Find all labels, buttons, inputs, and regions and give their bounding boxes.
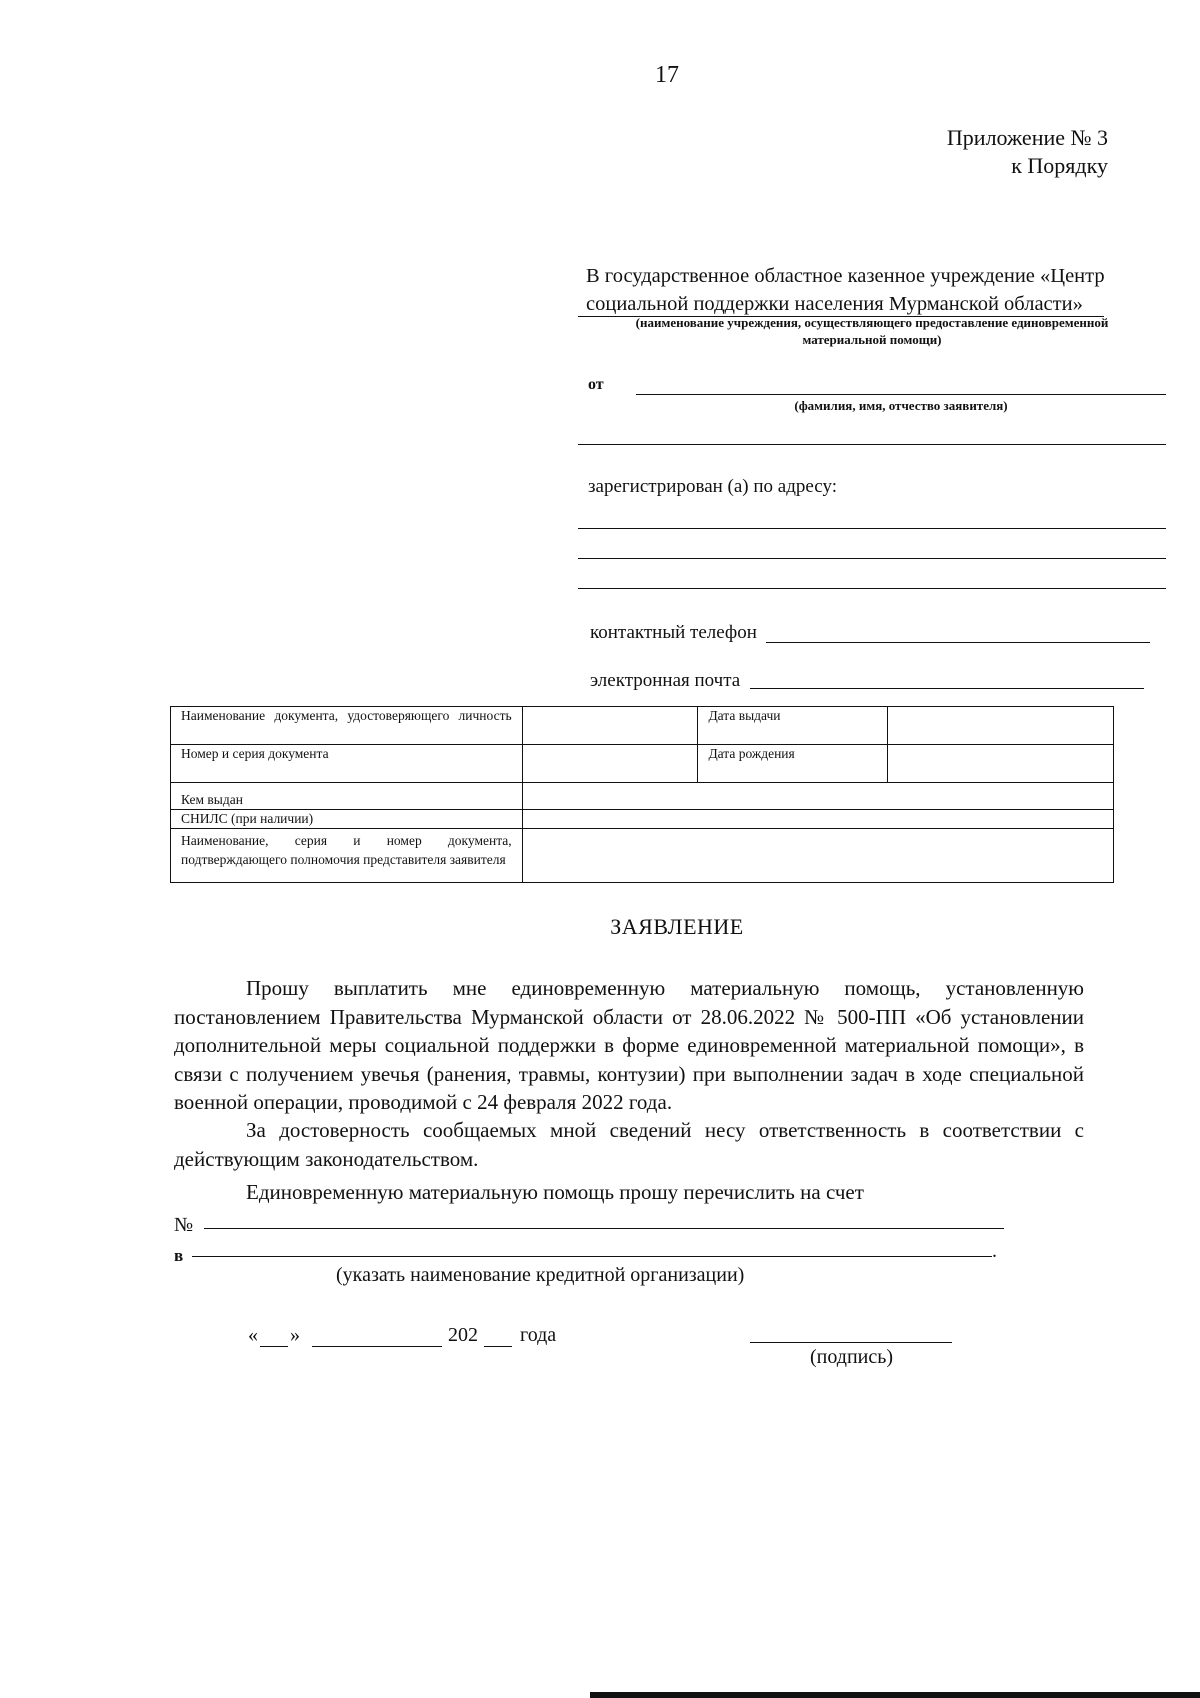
representative-doc-text: Наименование, серия и номер документа, подтверждающего полномочия представителя заявителя: [181, 833, 512, 868]
bank-label: в: [174, 1246, 184, 1265]
addressee-caption-line2: материальной помощи): [802, 332, 942, 347]
id-doc-name-text: Наименование документа, удостоверяющего личность: [181, 708, 512, 723]
address-field-2[interactable]: [578, 558, 1166, 559]
signature-field[interactable]: [750, 1342, 952, 1343]
birth-date-value[interactable]: [888, 745, 1114, 783]
date-month-field[interactable]: [312, 1346, 442, 1347]
addressee-caption-line1: (наименование учреждения, осуществляющего предоставление единовременной: [635, 315, 1109, 330]
phone-label: контактный телефон: [590, 622, 757, 643]
doc-number-value[interactable]: [522, 745, 698, 783]
bank-field[interactable]: [192, 1256, 992, 1257]
from-caption: (фамилия, имя, отчество заявителя): [794, 398, 1008, 413]
id-doc-name-label: [171, 707, 523, 745]
paragraph-account: Единовременную материальную помощь прошу перечислить на счет: [246, 1180, 864, 1204]
doc-number-label: Номер и серия документа: [171, 745, 523, 783]
email-label: электронная почта: [590, 670, 741, 691]
appendix-number: Приложение № 3: [946, 125, 1108, 150]
paragraph-request: Прошу выплатить мне единовременную материальную помощь, установленную постановлением Правительства Мурманской области от 28.06.2022 № 500-ПП «Об установлении дополнительной меры социальной поддержки в форме единовременной материальной помощи», в связи с получением увечья (ранения, травмы, контузии) при выполнении задач в ходе специальной военной операции, проводимой с 24 февраля 2022 года.: [174, 976, 1084, 1114]
scan-edge: [590, 1692, 1200, 1698]
id-doc-name-value[interactable]: [522, 707, 698, 745]
issue-date-value[interactable]: [888, 707, 1114, 745]
addressee: [586, 262, 1105, 318]
identity-document-table: [170, 706, 1114, 883]
date-open-quote: «: [248, 1324, 258, 1346]
date-day-field[interactable]: [260, 1346, 288, 1347]
birth-date-label: Дата рождения: [698, 745, 888, 783]
addressee-line2: социальной поддержки населения Мурманской области»: [586, 293, 1083, 315]
account-label: №: [174, 1214, 194, 1236]
issued-by-value[interactable]: [522, 783, 1113, 810]
statement-title: ЗАЯВЛЕНИЕ: [610, 914, 744, 939]
account-number-field[interactable]: [204, 1228, 1004, 1229]
date-year-prefix: 202: [448, 1324, 478, 1346]
addressee-caption: [590, 314, 1154, 348]
issue-date-label: Дата выдачи: [698, 707, 888, 745]
page-number: 17: [655, 62, 679, 88]
address-field-3[interactable]: [578, 588, 1166, 589]
representative-doc-value[interactable]: [522, 829, 1113, 883]
issued-by-label: Кем выдан: [171, 783, 523, 810]
appendix-header: [947, 124, 1108, 180]
from-label: от: [588, 376, 604, 393]
snils-label: СНИЛС (при наличии): [171, 810, 523, 829]
appendix-ref: к Порядку: [1011, 153, 1108, 178]
address-field-1[interactable]: [578, 528, 1166, 529]
date-year-field[interactable]: [484, 1346, 512, 1347]
snils-value[interactable]: [522, 810, 1113, 829]
from-extra-field[interactable]: [578, 444, 1166, 445]
representative-doc-label: [171, 829, 523, 883]
date-close-quote: »: [290, 1324, 300, 1346]
phone-field[interactable]: [766, 642, 1150, 643]
date-suffix: года: [520, 1324, 557, 1346]
paragraph-responsibility: За достоверность сообщаемых мной сведений несу ответственность в соответствии с действующим законодательством.: [174, 1118, 1084, 1171]
signature-caption: (подпись): [810, 1346, 894, 1368]
email-field[interactable]: [750, 688, 1144, 689]
bank-end: .: [992, 1240, 997, 1262]
bank-caption: (указать наименование кредитной организации): [336, 1264, 745, 1286]
from-name-field[interactable]: [636, 394, 1166, 395]
address-label: зарегистрирован (а) по адресу:: [588, 476, 838, 497]
addressee-line1: В государственное областное казенное учреждение «Центр: [586, 265, 1105, 287]
